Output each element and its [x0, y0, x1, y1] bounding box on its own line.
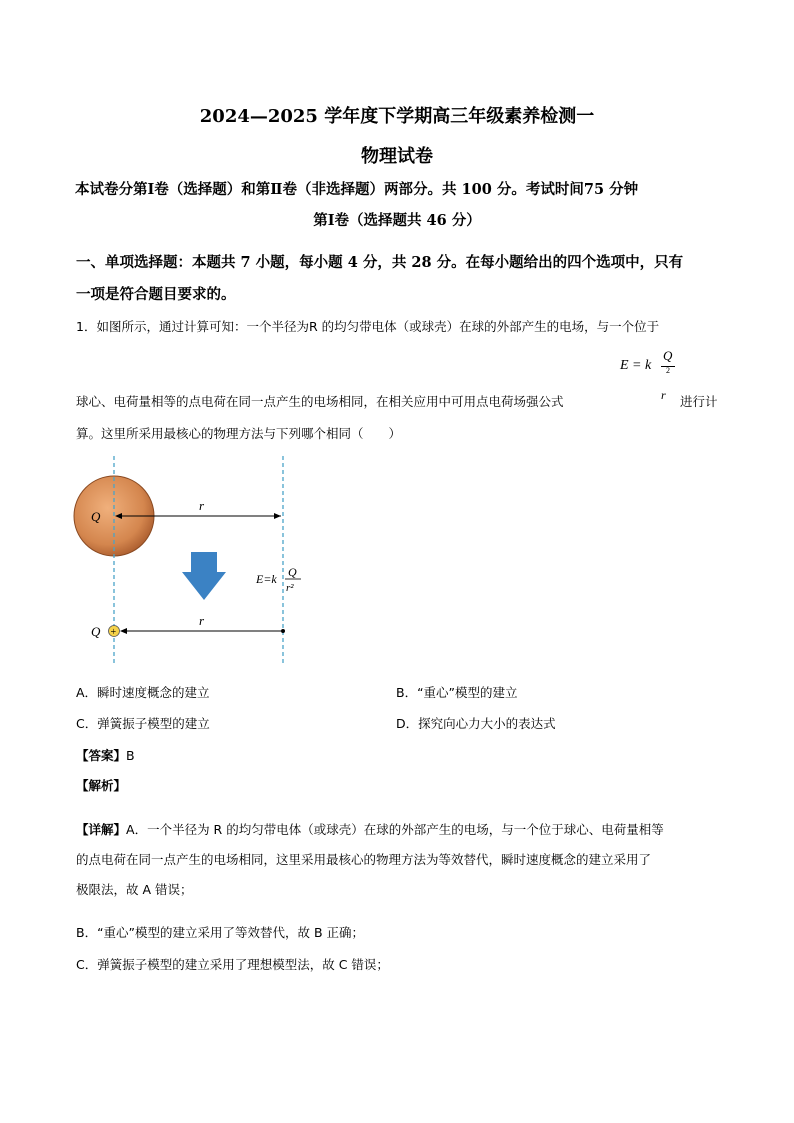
option-a[interactable]: A．瞬时速度概念的建立	[76, 685, 210, 700]
section-heading-line1: 一、单项选择题：本题共 7 小题，每小题 4 分，共 28 分。在每小题给出的四个选项中，只有	[76, 254, 684, 271]
figure-formula-den: r²	[286, 582, 294, 594]
figure-formula-num: Q	[288, 565, 297, 579]
detail-line1	[76, 820, 664, 838]
question-line3: 算。这里所采用最核心的物理方法与下列哪个相同（ ）	[76, 426, 402, 441]
option-d[interactable]: D．探究向心力大小的表达式	[396, 716, 556, 731]
answer-tag: 【答案】	[76, 748, 127, 763]
detail-text1: A．一个半径为 R 的均匀带电体（或球壳）在球的外部产生的电场，与一个位于球心、电荷量相等	[126, 822, 664, 837]
detail-line3: 极限法，故 A 错误；	[76, 882, 193, 897]
question-line2: 球心、电荷量相等的点电荷在同一点产生的电场相同，在相关应用中可用点电荷场强公式	[76, 394, 564, 409]
field-point	[281, 629, 285, 633]
charge-label-top: Q	[91, 509, 101, 524]
option-b[interactable]: B．“重心”模型的建立	[396, 685, 518, 700]
analysis-tag: 【解析】	[76, 778, 127, 793]
figure-formula-lhs: E=k	[256, 572, 277, 586]
detail-line2: 的点电荷在同一点产生的电场相同，这里采用最核心的物理方法为等效替代，瞬时速度概念的建立采用了	[76, 852, 652, 867]
formula-denominator: 2	[666, 366, 670, 375]
detail-line4: B．“重心”模型的建立采用了等效替代，故 B 正确；	[76, 925, 365, 940]
answer-line	[76, 746, 135, 764]
formula-lhs: E = k	[620, 358, 652, 373]
physics-figure	[70, 452, 310, 670]
exam-subtitle: 物理试卷	[361, 146, 433, 167]
detail-line5: C．弹簧振子模型的建立采用了理想模型法，故 C 错误；	[76, 957, 389, 972]
r-label-bottom: r	[199, 613, 205, 628]
section-heading-line2: 一项是符合题目要求的。	[76, 286, 236, 303]
part-heading: 第Ⅰ卷（选择题共 46 分）	[313, 212, 481, 229]
plus-sign: +	[110, 627, 117, 638]
exam-info: 本试卷分第Ⅰ卷（选择题）和第Ⅱ卷（非选择题）两部分。共 100 分。考试时间75 分钟	[75, 181, 639, 198]
detail-tag: 【详解】	[76, 822, 127, 837]
question-formula	[620, 348, 690, 382]
question-line1: 1．如图所示，通过计算可知：一个半径为R 的均匀带电体（或球壳）在球的外部产生的电场，与一个位于	[76, 319, 660, 334]
option-c[interactable]: C．弹簧振子模型的建立	[76, 716, 210, 731]
exam-title: 2024—2025 学年度下学期高三年级素养检测一	[199, 106, 595, 127]
down-arrow-icon	[182, 552, 226, 600]
question-line2-end: 进行计	[680, 394, 718, 409]
question-formula-r: r	[661, 388, 666, 402]
r-label-top: r	[199, 498, 205, 513]
answer-value: B	[126, 748, 135, 763]
charge-label-bottom: Q	[91, 624, 101, 639]
formula-numerator: Q	[663, 348, 673, 363]
